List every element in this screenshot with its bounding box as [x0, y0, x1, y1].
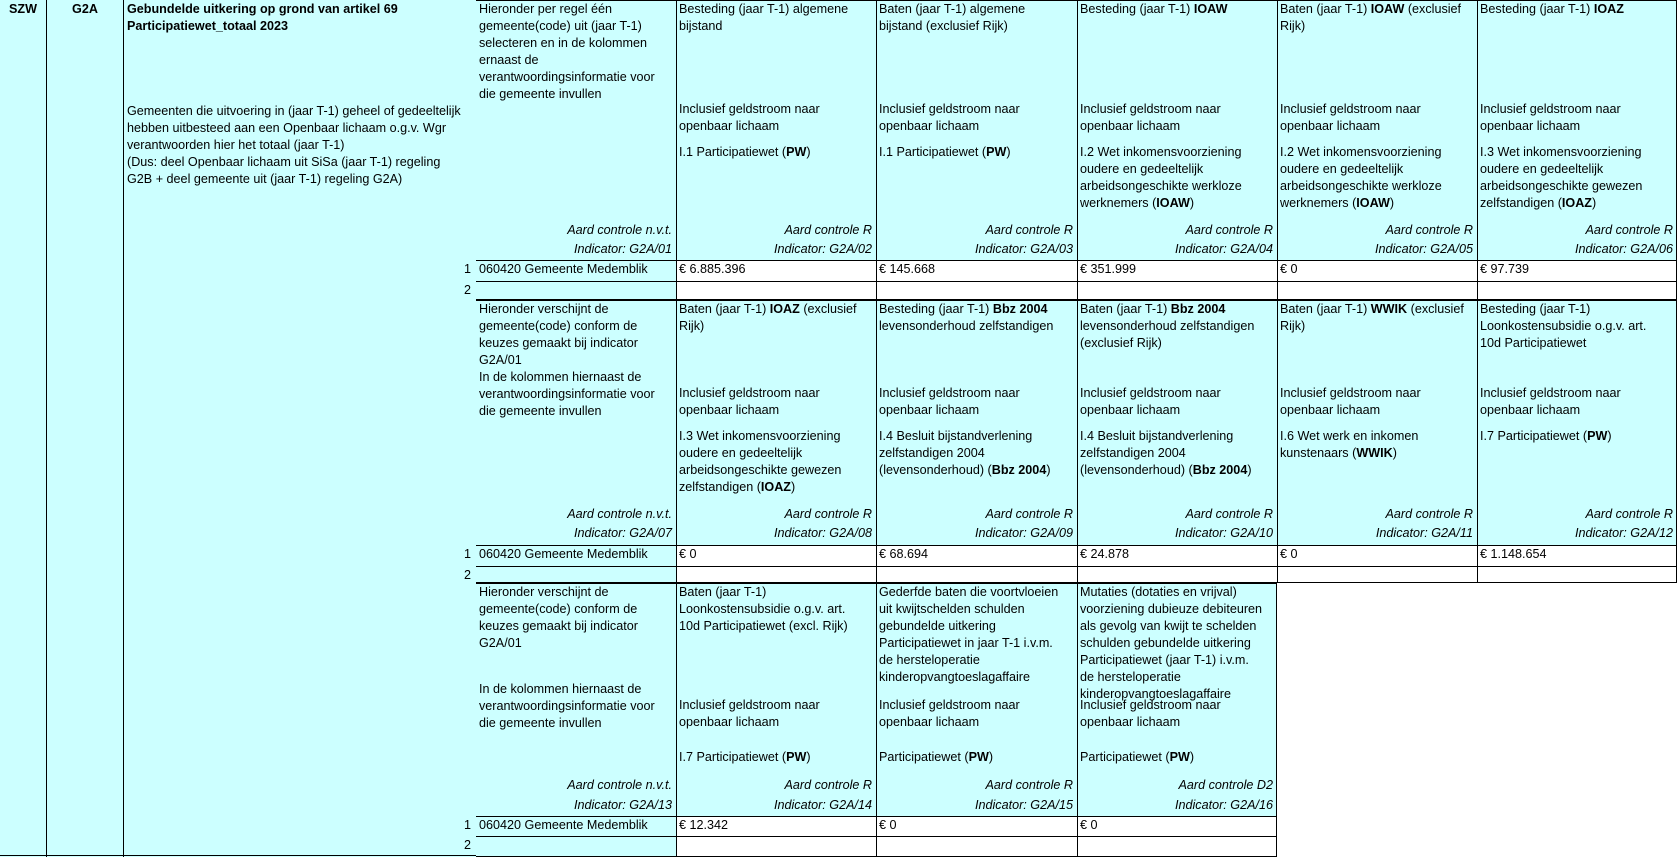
ministry-cell: SZW — [9, 2, 37, 16]
column-regulation: Participatiewet (PW) — [879, 750, 994, 764]
column-heading: Baten (jaar T-1) Loonkostensubsidie o.g.v. art. 10d Participatiewet (excl. Rijk) — [679, 585, 848, 633]
value-input-cell[interactable]: € 12.342 — [679, 818, 729, 832]
selector-instruction: Hieronder per regel één gemeente(code) uit (jaar T-1) selecteren en in de kolommen ernaast de verantwoordingsinformatie voor die gemeente invullen — [479, 2, 655, 101]
column-indicator: Indicator: G2A/12 — [1574, 526, 1673, 540]
column-subheading: Inclusief geldstroom naar openbaar lichaam — [1080, 102, 1221, 133]
column-regulation: I.2 Wet inkomensvoorziening oudere en gedeeltelijk arbeidsongeschikte werkloze werknemers (IOAW) — [1080, 145, 1242, 210]
column-aard-controle: Aard controle R — [985, 778, 1073, 792]
column-heading: Besteding (jaar T-1) IOAZ — [1480, 2, 1624, 16]
column-indicator: Indicator: G2A/14 — [773, 798, 872, 812]
row-number: 1 — [463, 818, 471, 832]
column-indicator: Indicator: G2A/03 — [974, 242, 1073, 256]
column-subheading: Inclusief geldstroom naar openbaar lichaam — [1480, 386, 1621, 417]
column-indicator: Indicator: G2A/10 — [1174, 526, 1273, 540]
value-input-cell[interactable]: € 0 — [679, 547, 697, 561]
column-heading: Besteding (jaar T-1) Bbz 2004 levensonderhoud zelfstandigen — [879, 302, 1054, 333]
value-input-cell[interactable]: € 24.878 — [1080, 547, 1130, 561]
value-input-cell[interactable]: € 0 — [879, 818, 897, 832]
column-regulation: I.7 Participatiewet (PW) — [1480, 429, 1612, 443]
column-subheading: Inclusief geldstroom naar openbaar lichaam — [879, 698, 1020, 729]
row-number: 2 — [463, 838, 471, 852]
column-indicator: Indicator: G2A/06 — [1574, 242, 1673, 256]
value-input-cell[interactable]: € 351.999 — [1080, 262, 1137, 276]
selector-note: In de kolommen hiernaast de verantwoordingsinformatie voor die gemeente invullen — [479, 370, 655, 418]
selector-aard-controle: Aard controle n.v.t. — [567, 223, 672, 237]
column-heading: Baten (jaar T-1) IOAZ (exclusief Rijk) — [679, 302, 857, 333]
row-number: 2 — [463, 568, 471, 582]
column-indicator: Indicator: G2A/11 — [1375, 526, 1473, 540]
column-indicator: Indicator: G2A/09 — [974, 526, 1073, 540]
selector-note: In de kolommen hiernaast de verantwoordingsinformatie voor die gemeente invullen — [479, 682, 655, 730]
selector-aard-controle: Aard controle n.v.t. — [567, 778, 672, 792]
column-aard-controle: Aard controle R — [1185, 507, 1273, 521]
column-aard-controle: Aard controle R — [1385, 223, 1473, 237]
column-regulation: I.4 Besluit bijstandverlening zelfstandigen 2004 (levensonderhoud) (Bbz 2004) — [879, 429, 1051, 477]
column-indicator: Indicator: G2A/02 — [773, 242, 872, 256]
column-heading: Besteding (jaar T-1) IOAW — [1080, 2, 1228, 16]
column-aard-controle: Aard controle D2 — [1178, 778, 1273, 792]
selector-aard-controle: Aard controle n.v.t. — [567, 507, 672, 521]
value-input-cell[interactable]: € 6.885.396 — [679, 262, 746, 276]
gemeente-select-cell[interactable]: 060420 Gemeente Medemblik — [479, 262, 648, 276]
column-subheading: Inclusief geldstroom naar openbaar lichaam — [679, 698, 820, 729]
column-subheading: Inclusief geldstroom naar openbaar lichaam — [879, 102, 1020, 133]
column-indicator: Indicator: G2A/04 — [1174, 242, 1273, 256]
value-input-cell[interactable]: € 97.739 — [1480, 262, 1530, 276]
gemeente-select-cell[interactable]: 060420 Gemeente Medemblik — [479, 547, 648, 561]
column-regulation: I.2 Wet inkomensvoorziening oudere en gedeeltelijk arbeidsongeschikte werkloze werknemers (IOAW) — [1280, 145, 1442, 210]
column-subheading: Inclusief geldstroom naar openbaar lichaam — [1280, 102, 1421, 133]
column-subheading: Inclusief geldstroom naar openbaar lichaam — [1080, 698, 1221, 729]
column-aard-controle: Aard controle R — [1185, 223, 1273, 237]
column-indicator: Indicator: G2A/08 — [773, 526, 872, 540]
row-number: 1 — [463, 547, 471, 561]
column-aard-controle: Aard controle R — [985, 223, 1073, 237]
selector-indicator: Indicator: G2A/01 — [573, 242, 672, 256]
regulation-description: Gemeenten die uitvoering in (jaar T-1) geheel of gedeeltelijk hebben uitbesteed aan een Openbaar lichaam o.g.v. Wgr verantwoorden hier het totaal (jaar T-1) (Dus: deel Openbaar lichaam uit SiSa (jaar T-1) regeling G2B + deel gemeente uit (jaar T-1) regeling G2A) — [127, 104, 461, 186]
column-heading: Besteding (jaar T-1) Loonkostensubsidie o.g.v. art. 10d Participatiewet — [1480, 302, 1647, 350]
column-heading: Gederfde baten die voortvloeien uit kwijtschelden schulden gebundelde uitkering Participatiewet in jaar T-1 i.v.m. de hersteloperatie kinderopvangtoeslagaffaire — [879, 585, 1059, 684]
selector-instruction: Hieronder verschijnt de gemeente(code) conform de keuzes gemaakt bij indicator G2A/01 — [479, 585, 638, 650]
column-heading: Mutaties (dotaties en vrijval) voorziening dubieuze debiteuren als gevolg van kwijt te schelden schulden gebundelde uitkering Participatiewet (jaar T-1) i.v.m. de hersteloperatie kinderopvangtoeslagaffaire — [1080, 585, 1263, 701]
value-input-cell[interactable]: € 145.668 — [879, 262, 936, 276]
column-regulation: Participatiewet (PW) — [1080, 750, 1195, 764]
column-regulation: I.3 Wet inkomensvoorziening oudere en gedeeltelijk arbeidsongeschikte gewezen zelfstandigen (IOAZ) — [679, 429, 842, 494]
column-aard-controle: Aard controle R — [784, 223, 872, 237]
value-input-cell[interactable]: € 0 — [1280, 262, 1298, 276]
column-indicator: Indicator: G2A/15 — [974, 798, 1073, 812]
regulation-code-cell: G2A — [72, 2, 98, 16]
column-regulation: I.1 Participatiewet (PW) — [679, 145, 811, 159]
selector-indicator: Indicator: G2A/13 — [573, 798, 672, 812]
column-aard-controle: Aard controle R — [1385, 507, 1473, 521]
column-heading: Baten (jaar T-1) IOAW (exclusief Rijk) — [1280, 2, 1462, 33]
selector-instruction: Hieronder verschijnt de gemeente(code) conform de keuzes gemaakt bij indicator G2A/01 — [479, 302, 638, 367]
value-input-cell[interactable]: € 1.148.654 — [1480, 547, 1547, 561]
column-regulation: I.6 Wet werk en inkomen kunstenaars (WWIK) — [1280, 429, 1419, 460]
column-subheading: Inclusief geldstroom naar openbaar lichaam — [1480, 102, 1621, 133]
column-heading: Baten (jaar T-1) WWIK (exclusief Rijk) — [1280, 302, 1464, 333]
column-subheading: Inclusief geldstroom naar openbaar lichaam — [879, 386, 1020, 417]
column-indicator: Indicator: G2A/05 — [1374, 242, 1473, 256]
column-heading: Baten (jaar T-1) Bbz 2004 levensonderhoud zelfstandigen (exclusief Rijk) — [1080, 302, 1255, 350]
gemeente-select-cell[interactable]: 060420 Gemeente Medemblik — [479, 818, 648, 832]
row-number: 1 — [463, 262, 471, 276]
column-aard-controle: Aard controle R — [784, 778, 872, 792]
column-indicator: Indicator: G2A/16 — [1174, 798, 1273, 812]
column-aard-controle: Aard controle R — [1585, 223, 1673, 237]
value-input-cell[interactable]: € 0 — [1280, 547, 1298, 561]
row-number: 2 — [463, 283, 471, 297]
column-aard-controle: Aard controle R — [985, 507, 1073, 521]
column-regulation: I.1 Participatiewet (PW) — [879, 145, 1011, 159]
value-input-cell[interactable]: € 68.694 — [879, 547, 929, 561]
column-subheading: Inclusief geldstroom naar openbaar lichaam — [1280, 386, 1421, 417]
column-subheading: Inclusief geldstroom naar openbaar lichaam — [679, 386, 820, 417]
column-aard-controle: Aard controle R — [1585, 507, 1673, 521]
column-subheading: Inclusief geldstroom naar openbaar lichaam — [1080, 386, 1221, 417]
column-heading: Baten (jaar T-1) algemene bijstand (exclusief Rijk) — [879, 2, 1026, 33]
selector-indicator: Indicator: G2A/07 — [573, 526, 672, 540]
column-regulation: I.3 Wet inkomensvoorziening oudere en gedeeltelijk arbeidsongeschikte gewezen zelfstandigen (IOAZ) — [1480, 145, 1643, 210]
column-regulation: I.7 Participatiewet (PW) — [679, 750, 811, 764]
column-aard-controle: Aard controle R — [784, 507, 872, 521]
column-heading: Besteding (jaar T-1) algemene bijstand — [679, 2, 849, 33]
column-regulation: I.4 Besluit bijstandverlening zelfstandigen 2004 (levensonderhoud) (Bbz 2004) — [1080, 429, 1252, 477]
column-subheading: Inclusief geldstroom naar openbaar lichaam — [679, 102, 820, 133]
value-input-cell[interactable]: € 0 — [1080, 818, 1098, 832]
regulation-title: Gebundelde uitkering op grond van artikel 69 Participatiewet_totaal 2023 — [127, 2, 398, 33]
